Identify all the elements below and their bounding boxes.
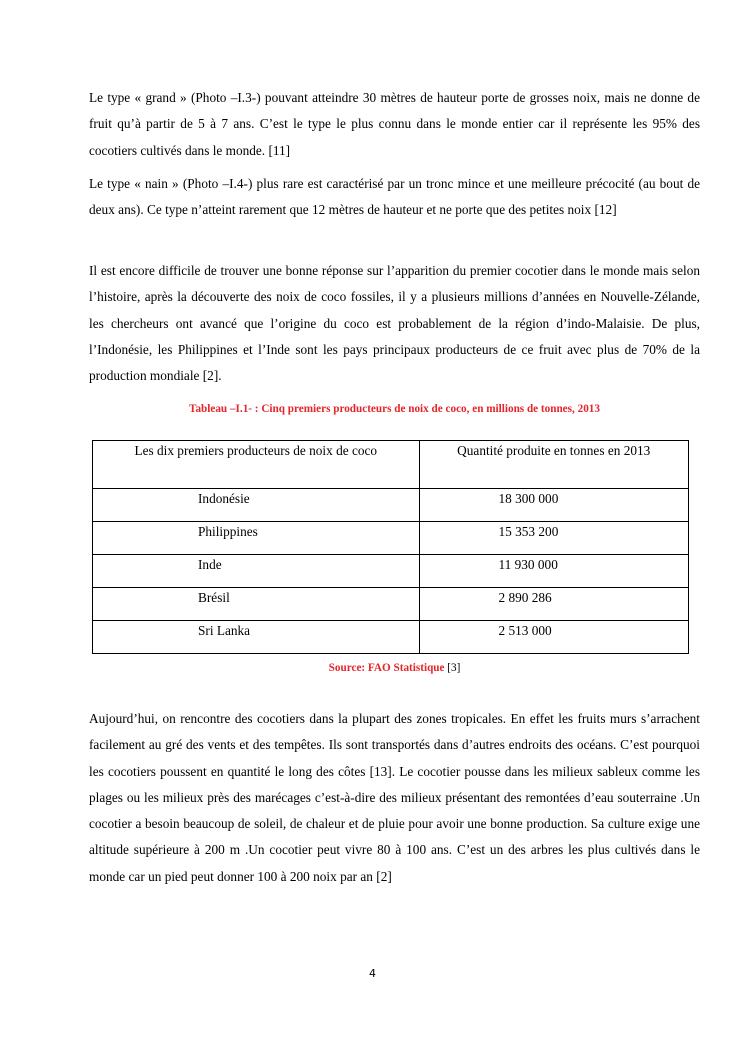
country-cell: Sri Lanka [93,621,420,654]
paragraph-tall-type: Le type « grand » (Photo –I.3-) pouvant atteindre 30 mètres de hauteur porte de grosses noix, mais ne donne de fruit qu’à partir de 5 à 7 ans. C’est le type le plus connu dans le monde entier car il représente les 95% des cocotiers cultivés dans le monde. [11] [89,90,700,158]
paragraph-origin: Il est encore difficile de trouver une bonne réponse sur l’apparition du premier cocotier dans le monde mais selon l’histoire, après la découverte des noix de coco fossiles, il y a plusieurs millions d’années en Nouvelle-Zélande, les chercheurs ont avancé que l’origine du coco est probablement de la région d’indo-Malaisie. De plus, l’Indonésie, les Philippines et l’Inde sont les pays principaux producteurs de ce fruit avec plus de 70% de la production mondiale [2]. [89,263,700,384]
country-cell: Inde [93,555,420,588]
table-row [93,489,689,522]
quantity-cell: 15 353 200 [419,522,689,555]
quantity-cell: 2 513 000 [419,621,689,654]
table-header-row [93,441,689,489]
table-caption: Tableau –I.1- : Cinq premiers producteurs de noix de coco, en millions de tonnes, 2013 [189,403,600,415]
table-source [89,660,700,676]
table-row [93,555,689,588]
country-cell: Brésil [93,588,420,621]
table-row [93,621,689,654]
column-header-producers: Les dix premiers producteurs de noix de coco [93,441,420,489]
quantity-cell: 2 890 286 [419,588,689,621]
source-reference: [3] [447,662,461,674]
paragraph-dwarf-type: Le type « nain » (Photo –I.4-) plus rare est caractérisé par un tronc mince et une meilleure précocité (au bout de deux ans). Ce type n’atteint rarement que 12 mètres de hauteur et ne porte que des petites noix [12] [89,176,700,218]
table-row [93,588,689,621]
column-header-quantity: Quantité produite en tonnes en 2013 [419,441,689,489]
country-cell: Philippines [93,522,420,555]
country-cell: Indonésie [93,489,420,522]
quantity-cell: 11 930 000 [419,555,689,588]
page-number: 4 [369,967,376,980]
source-label: Source: FAO Statistique [328,662,445,674]
paragraph-habitat: Aujourd’hui, on rencontre des cocotiers dans la plupart des zones tropicales. En effet les fruits murs s’arrachent facilement au gré des vents et des tempêtes. Ils sont transportés dans d’autres endroits des océans. C’est pourquoi les cocotiers poussent en quantité le long des côtes [13]. Le cocotier pousse dans les milieux sableux comme les plages ou les milieux près des marécages c’est-à-dire des milieux présentant des remontées d’eau souterraine .Un cocotier a besoin beaucoup de soleil, de chaleur et de pluie pour avoir une bonne production. Sa culture exige une altitude supérieure à 200 m .Un cocotier peut vivre 80 à 100 ans. C’est un des arbres les plus cultivés dans le monde car un pied peut donner 100 à 200 noix par an [2] [89,711,700,884]
quantity-cell: 18 300 000 [419,489,689,522]
producers-table [92,440,689,654]
table-row [93,522,689,555]
